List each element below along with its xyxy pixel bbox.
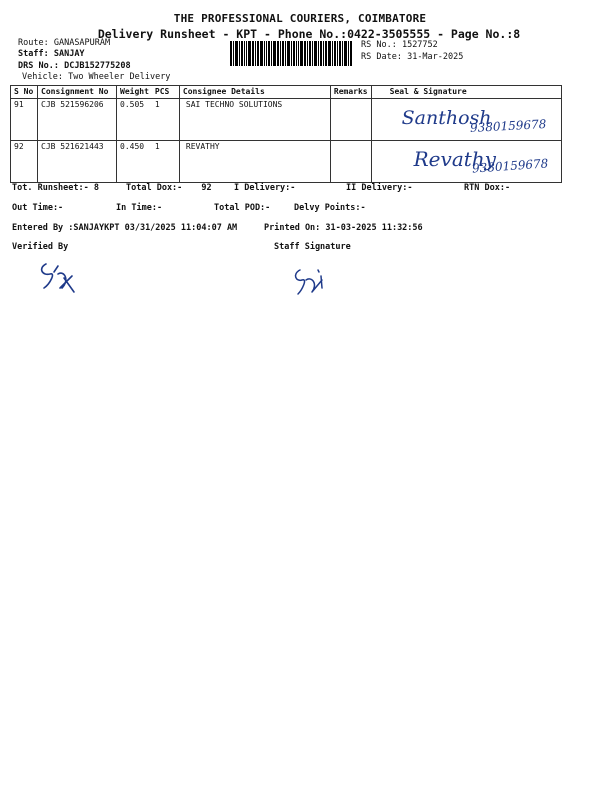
vehicle-line [22, 72, 170, 82]
route-label: Route: [18, 38, 49, 48]
rs-date-label: RS Date: [361, 52, 402, 62]
delvy-points-label: Delvy Points:- [294, 203, 366, 213]
tot-runsheet [12, 183, 99, 193]
route-line [18, 38, 110, 48]
staff-value: SANJAY [53, 49, 85, 59]
row-consignee: REVATHY [179, 141, 330, 183]
entered-by-label: Entered By : [12, 223, 74, 233]
i-delivery-label: I Delivery:- [234, 183, 296, 193]
staff-signature-label: Staff Signature [274, 242, 351, 252]
col-consignee: Consignee Details [179, 86, 330, 99]
row-weight: 0.450 [117, 141, 152, 183]
in-time-label: In Time:- [116, 203, 163, 213]
staff-signature-mark [290, 266, 330, 302]
staff-label: Staff: [18, 49, 49, 59]
handwritten-phone: 9380159678 [469, 117, 547, 135]
i-delivery [234, 183, 295, 193]
col-weight: Weight [117, 86, 152, 99]
runsheet-title: Delivery Runsheet - KPT - Phone No.:0422-3505555 - Page No.:8 [97, 27, 521, 41]
row-pcs: 1 [152, 99, 180, 141]
ii-delivery-label: II Delivery:- [346, 183, 413, 193]
delvy-points [294, 203, 366, 213]
handwritten-phone: 9380159678 [471, 156, 549, 176]
row-weight: 0.505 [117, 99, 152, 141]
row-remarks [330, 141, 371, 183]
verified-by-label: Verified By [12, 242, 69, 252]
table-row [11, 141, 562, 183]
total-pod-label: Total POD:- [214, 203, 271, 213]
total-pod [214, 203, 270, 213]
row-consignment: CJB 521621443 [38, 141, 117, 183]
col-sno: S No [11, 86, 38, 99]
row-signature-cell [371, 141, 561, 183]
table-row [11, 99, 562, 141]
vehicle-value: Two Wheeler Delivery [68, 72, 171, 82]
runsheet-table [10, 85, 562, 183]
out-time [12, 203, 63, 213]
route-value: GANASAPURAM [53, 38, 111, 48]
col-consignment: Consignment No [38, 86, 117, 99]
tot-runsheet-label: Tot. Runsheet:- [12, 183, 89, 193]
rs-no-label: RS No.: [361, 40, 397, 50]
row-signature-cell [371, 99, 561, 141]
total-dox-value: 92 [201, 183, 212, 193]
verified-by-signature-mark [36, 258, 82, 300]
table-header-row [11, 86, 562, 99]
ii-delivery [346, 183, 413, 193]
printed-on [264, 223, 423, 233]
staff-line [18, 49, 85, 59]
rtn-dox [464, 183, 510, 193]
row-remarks [330, 99, 371, 141]
col-remarks: Remarks [330, 86, 371, 99]
drs-value: DCJB152775208 [64, 61, 131, 71]
row-pcs: 1 [152, 141, 180, 183]
rs-date-line [361, 52, 463, 62]
total-dox-label: Total Dox:- [126, 183, 183, 193]
vehicle-label: Vehicle: [22, 72, 63, 82]
printed-on-label: Printed On: [264, 223, 321, 233]
out-time-label: Out Time:- [12, 203, 64, 213]
row-consignee: SAI TECHNO SOLUTIONS [179, 99, 330, 141]
col-pcs: PCS [152, 86, 180, 99]
drs-label: DRS No.: [18, 61, 59, 71]
row-consignment: CJB 521596206 [38, 99, 117, 141]
drs-line [18, 61, 131, 71]
printed-on-value: 31-03-2025 11:32:56 [325, 223, 423, 233]
handwritten-signature: Revathy [413, 147, 496, 171]
tot-runsheet-value: 8 [93, 183, 100, 193]
rs-no-value: 1527752 [401, 40, 438, 50]
entered-by-value: SANJAYKPT 03/31/2025 11:04:07 AM [73, 223, 238, 233]
company-name: THE PROFESSIONAL COURIERS, COIMBATORE [173, 12, 427, 25]
row-sno: 91 [11, 99, 38, 141]
col-signature: Seal & Signature [371, 86, 561, 99]
barcode [230, 41, 360, 66]
row-sno: 92 [11, 141, 38, 183]
in-time [116, 203, 162, 213]
entered-by [12, 223, 237, 233]
total-dox [126, 183, 212, 193]
handwritten-signature: Santhosh [401, 107, 492, 129]
rs-date-value: 31-Mar-2025 [407, 52, 464, 62]
rs-no-line [361, 40, 438, 50]
rtn-dox-label: RTN Dox:- [464, 183, 511, 193]
